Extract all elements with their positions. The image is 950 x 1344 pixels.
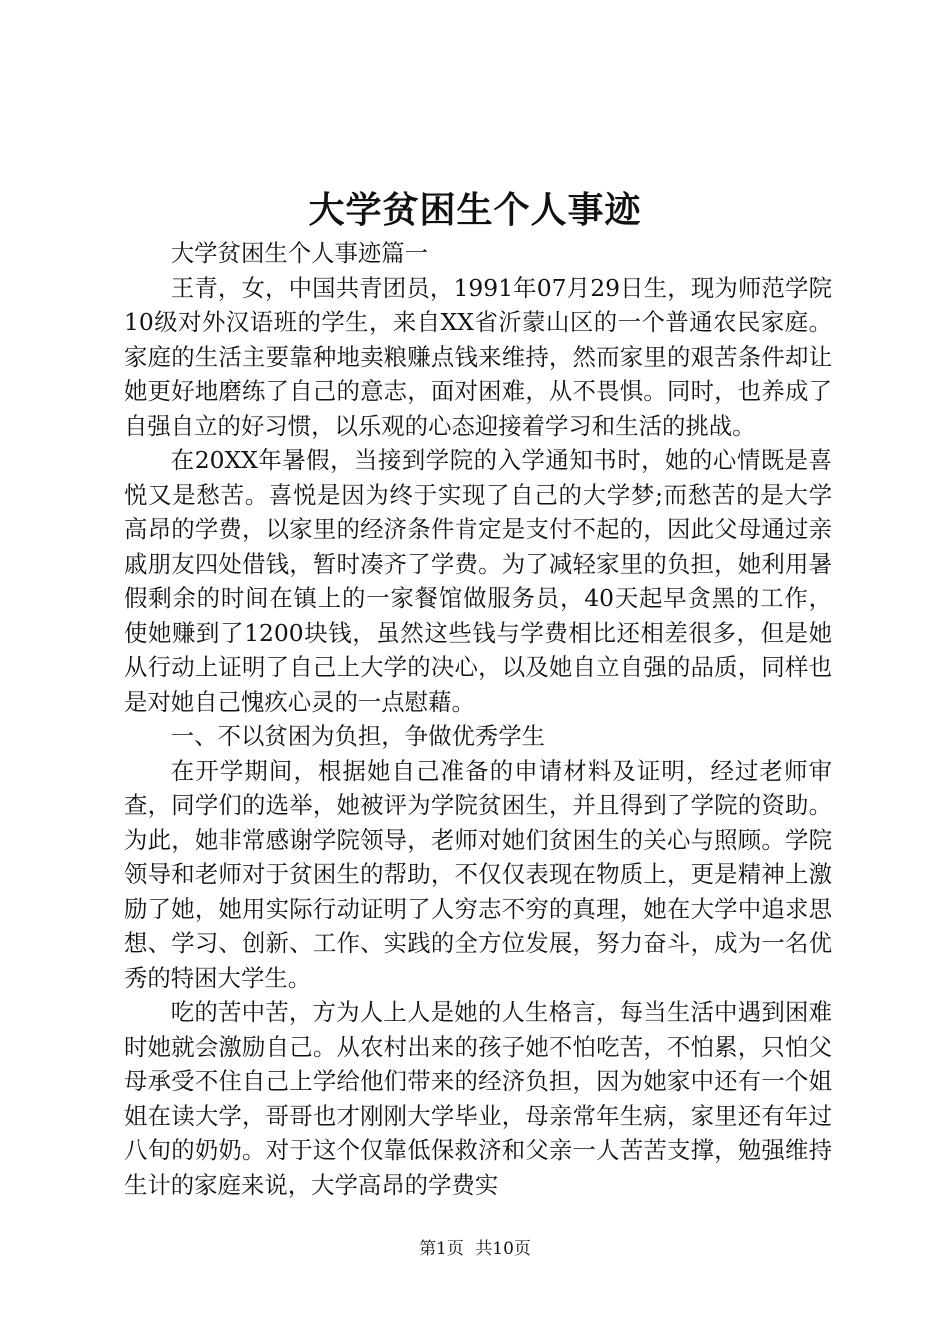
page-footer: 第1页 共10页 bbox=[419, 1239, 531, 1259]
paragraph-admission: 在20XX年暑假，当接到学院的入学通知书时，她的心情既是喜悦又是愁苦。喜悦是因为终于实现了自己的大学梦;而愁苦的是大学高昂的学费，以家里的经济条件肯定是支付不起的，因此父母通过亲戚朋友四处借钱，暂时凑齐了学费。为了减轻家里的负担，她利用暑假剩余的时间在镇上的一家餐馆做服务员，40天起早贪黑的工作，使她赚到了1200块钱，虽然这些钱与学费相比还相差很多，但是她从行动上证明了自己上大学的决心，以及她自立自强的品质，同样也是对她自己愧疚心灵的一点慰藉。 bbox=[124, 446, 832, 716]
section-subtitle: 大学贫困生个人事迹篇一 bbox=[170, 239, 429, 267]
paragraph-assistance: 在开学期间，根据她自己准备的申请材料及证明，经过老师审查，同学们的选举，她被评为学院贫困生，并且得到了学院的资助。为此，她非常感谢学院领导，老师对她们贫困生的关心与照顾。学院领导和老师对于贫困生的帮助，不仅仅表现在物质上，更是精神上激励了她，她用实际行动证明了人穷志不穷的真理，她在大学中追求思想、学习、创新、工作、实践的全方位发展，努力奋斗，成为一名优秀的特困大学生。 bbox=[124, 756, 832, 992]
section-heading: 一、不以贫困为负担，争做优秀学生 bbox=[170, 722, 546, 750]
paragraph-motto: 吃的苦中苦，方为人上人是她的人生格言，每当生活中遇到困难时她就会激励自己。从农村出来的孩子她不怕吃苦，不怕累，只怕父母承受不住自己上学给他们带来的经济负担，因为她家中还有一个姐姐在读大学，哥哥也才刚刚大学毕业，母亲常年生病，家里还有年过八旬的奶奶。对于这个仅靠低保救济和父亲一人苦苦支撑，勉强维持生计的家庭来说，大学高昂的学费实 bbox=[124, 998, 832, 1199]
paragraph-intro: 王青，女，中国共青团员，1991年07月29日生，现为师范学院10级对外汉语班的学生，来自XX省沂蒙山区的一个普通农民家庭。家庭的生活主要靠种地卖粮赚点钱来维持，然而家里的艰苦条件却让她更好地磨练了自己的意志，面对困难，从不畏惧。同时，也养成了自强自立的好习惯，以乐观的心态迎接着学习和生活的挑战。 bbox=[124, 273, 832, 440]
document-body bbox=[124, 236, 832, 1202]
document-title: 大学贫困生个人事迹 bbox=[308, 189, 642, 231]
